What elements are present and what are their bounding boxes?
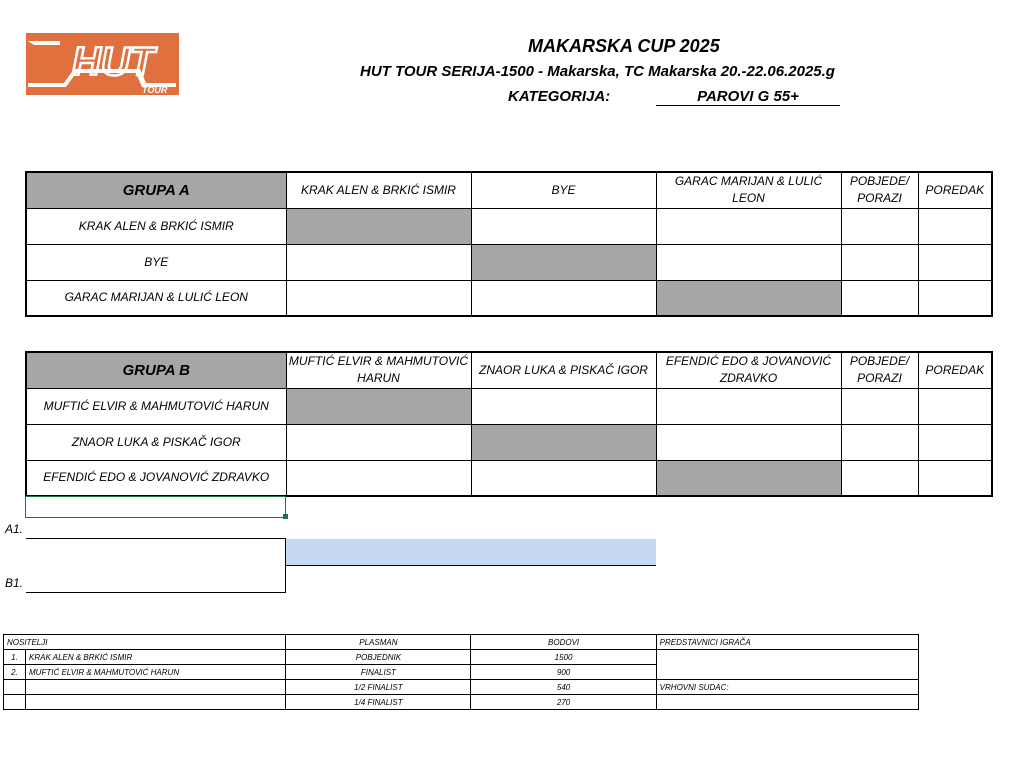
seed-number: 2. <box>4 665 26 680</box>
group-a-wins-header: POBJEDE/ PORAZI <box>841 172 918 208</box>
seeds-header: NOSITELJI <box>4 635 286 650</box>
category-label: KATEGORIJA: <box>508 88 611 105</box>
category-value: PAROVI G 55+ <box>656 88 840 106</box>
placement-cell: POBJEDNIK <box>286 650 471 665</box>
group-b-title: GRUPA B <box>26 352 286 388</box>
head-referee-cell[interactable] <box>656 695 918 710</box>
group-b-rank-cell[interactable] <box>918 424 992 460</box>
group-a-wins-cell[interactable] <box>841 244 918 280</box>
group-a-table <box>25 171 993 317</box>
bracket-b1-label: B1. <box>5 576 24 590</box>
logo-tour-text: TOUR <box>142 85 168 95</box>
logo-hut-text: HUT <box>72 40 155 84</box>
points-cell: 540 <box>471 680 656 695</box>
group-a-rank-header: POREDAK <box>918 172 992 208</box>
bracket-final-highlight[interactable] <box>286 539 656 565</box>
group-a-row-label: KRAK ALEN & BRKIĆ ISMIR <box>26 208 286 244</box>
group-a-rank-cell[interactable] <box>918 208 992 244</box>
points-header: BODOVI <box>471 635 656 650</box>
placement-cell: 1/2 FINALIST <box>286 680 471 695</box>
seed-number <box>4 680 26 695</box>
bracket-a1-line <box>26 538 285 539</box>
bracket-a1-label: A1. <box>5 522 24 536</box>
group-b-rank-header: POREDAK <box>918 352 992 388</box>
group-a-cell[interactable] <box>286 280 471 316</box>
bracket-final-line <box>286 565 656 566</box>
group-a-title: GRUPA A <box>26 172 286 208</box>
group-a-wins-cell[interactable] <box>841 280 918 316</box>
group-a-rank-cell[interactable] <box>918 244 992 280</box>
group-b-row-label: MUFTIĆ ELVIR & MAHMUTOVIĆ HARUN <box>26 388 286 424</box>
group-b-cell-self <box>471 424 656 460</box>
player-reps-header: PREDSTAVNICI IGRAČA <box>656 635 918 650</box>
fill-handle[interactable] <box>283 514 288 519</box>
group-b-cell[interactable] <box>471 388 656 424</box>
group-b-table <box>25 351 993 497</box>
group-a-col-header: KRAK ALEN & BRKIĆ ISMIR <box>286 172 471 208</box>
bracket-b1-line <box>26 592 285 593</box>
group-a-wins-cell[interactable] <box>841 208 918 244</box>
group-a-cell-self <box>286 208 471 244</box>
group-b-cell[interactable] <box>286 424 471 460</box>
group-b-cell-self <box>286 388 471 424</box>
group-a-cell[interactable] <box>471 208 656 244</box>
placement-cell: 1/4 FINALIST <box>286 695 471 710</box>
seeds-table <box>3 634 919 710</box>
group-b-wins-cell[interactable] <box>841 460 918 496</box>
group-b-row-label: EFENDIĆ EDO & JOVANOVIĆ ZDRAVKO <box>26 460 286 496</box>
placement-cell: FINALIST <box>286 665 471 680</box>
group-b-cell[interactable] <box>656 424 841 460</box>
group-a-cell[interactable] <box>656 208 841 244</box>
group-a-row-label: BYE <box>26 244 286 280</box>
page-subtitle: HUT TOUR SERIJA-1500 - Makarska, TC Makarska 20.-22.06.2025.g <box>360 63 835 80</box>
group-b-cell[interactable] <box>471 460 656 496</box>
group-b-col-header: EFENDIĆ EDO & JOVANOVIĆ ZDRAVKO <box>656 352 841 388</box>
seed-number <box>4 695 26 710</box>
placement-header: PLASMAN <box>286 635 471 650</box>
group-b-wins-cell[interactable] <box>841 388 918 424</box>
seed-name: MUFTIĆ ELVIR & MAHMUTOVIĆ HARUN <box>26 665 286 680</box>
seed-name <box>26 680 286 695</box>
group-b-cell[interactable] <box>286 460 471 496</box>
group-b-col-header: ZNAOR LUKA & PISKAČ IGOR <box>471 352 656 388</box>
group-b-cell-self <box>656 460 841 496</box>
seed-name <box>26 695 286 710</box>
seed-name: KRAK ALEN & BRKIĆ ISMIR <box>26 650 286 665</box>
group-b-col-header: MUFTIĆ ELVIR & MAHMUTOVIĆ HARUN <box>286 352 471 388</box>
group-b-rank-cell[interactable] <box>918 388 992 424</box>
group-a-cell[interactable] <box>656 244 841 280</box>
group-b-cell[interactable] <box>656 388 841 424</box>
group-a-cell[interactable] <box>471 280 656 316</box>
logo-graphic <box>26 33 179 95</box>
points-cell: 270 <box>471 695 656 710</box>
head-referee-label: VRHOVNI SUDAC: <box>656 680 918 695</box>
group-a-col-header: GARAC MARIJAN & LULIĆ LEON <box>656 172 841 208</box>
selected-cell[interactable] <box>25 496 286 518</box>
hut-tour-logo <box>26 33 179 95</box>
page-title: MAKARSKA CUP 2025 <box>528 36 720 56</box>
seed-number: 1. <box>4 650 26 665</box>
group-a-rank-cell[interactable] <box>918 280 992 316</box>
group-a-cell[interactable] <box>286 244 471 280</box>
player-reps-cell[interactable] <box>656 650 918 680</box>
group-a-cell-self <box>471 244 656 280</box>
group-b-wins-header: POBJEDE/ PORAZI <box>841 352 918 388</box>
group-a-row-label: GARAC MARIJAN & LULIĆ LEON <box>26 280 286 316</box>
group-b-row-label: ZNAOR LUKA & PISKAČ IGOR <box>26 424 286 460</box>
points-cell: 900 <box>471 665 656 680</box>
group-b-rank-cell[interactable] <box>918 460 992 496</box>
group-a-cell-self <box>656 280 841 316</box>
points-cell: 1500 <box>471 650 656 665</box>
group-b-wins-cell[interactable] <box>841 424 918 460</box>
group-a-col-header: BYE <box>471 172 656 208</box>
